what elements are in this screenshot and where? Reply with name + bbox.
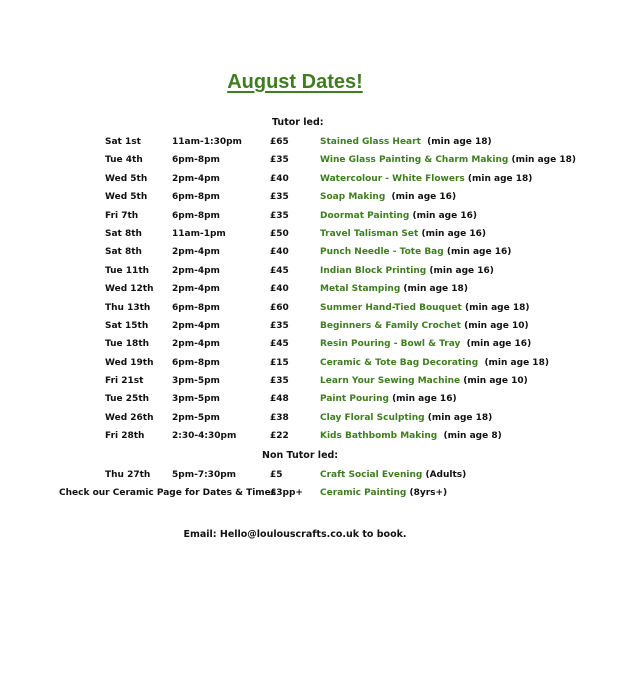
session-day: Sat 8th: [105, 228, 142, 239]
session-price: £40: [270, 173, 289, 184]
event-age: (min age 18): [511, 155, 576, 166]
session-price: £22: [270, 431, 289, 442]
session-time: 2pm-4pm: [172, 247, 220, 258]
event-name: Ceramic & Tote Bag Decorating: [320, 357, 479, 368]
session-price: £50: [270, 228, 289, 239]
session-event: [320, 133, 492, 151]
session-time: 3pm-5pm: [172, 394, 220, 405]
session-day: Fri 21st: [105, 376, 144, 387]
event-age: (min age 8): [443, 431, 502, 442]
event-age: (min age 16): [391, 192, 457, 203]
session-day: Sat 15th: [105, 320, 149, 331]
event-age: (min age 10): [463, 376, 528, 387]
session-row: [0, 372, 635, 390]
session-time: 2pm-4pm: [172, 284, 220, 295]
event-age: (min age 16): [446, 247, 512, 258]
session-time: 11am-1pm: [172, 228, 226, 239]
session-day: Wed 5th: [105, 173, 148, 184]
session-event: [320, 188, 456, 206]
event-name: Soap Making: [320, 192, 386, 203]
session-event: [320, 335, 531, 353]
session-time: 11am-1:30pm: [172, 137, 242, 147]
session-price: £60: [270, 302, 289, 313]
event-name: Ceramic Painting: [320, 488, 407, 499]
session-price: £35: [270, 192, 289, 203]
event-name: Clay Floral Sculpting: [320, 412, 425, 423]
session-day: Sat 8th: [105, 247, 142, 258]
session-day: Thu 13th: [105, 302, 151, 313]
session-day: Fri 7th: [105, 210, 139, 221]
session-price: £35: [270, 376, 289, 387]
event-name: Learn Your Sewing Machine: [320, 376, 461, 387]
event-age: (min age 16): [421, 228, 486, 239]
session-event: [320, 354, 549, 372]
session-time: 2pm-4pm: [172, 320, 220, 331]
tutor-session-list: [0, 133, 635, 446]
session-time: 6pm-8pm: [172, 210, 220, 221]
event-age: (Adults): [425, 470, 467, 480]
session-event: [320, 280, 468, 298]
event-name: Craft Social Evening: [320, 470, 423, 480]
event-age: (min age 18): [427, 412, 493, 423]
session-price: £45: [270, 339, 289, 350]
event-name: Doormat Painting: [320, 210, 410, 221]
session-price: £40: [270, 284, 289, 295]
session-row: [0, 466, 635, 484]
event-age: (min age 18): [464, 302, 530, 313]
session-day: Wed 19th: [105, 357, 154, 368]
session-day: Tue 4th: [105, 155, 143, 166]
session-row: [0, 409, 635, 427]
session-row: [0, 133, 635, 151]
session-row: [0, 335, 635, 353]
event-age: (min age 16): [412, 210, 477, 221]
session-event: [320, 484, 447, 502]
session-day: Tue 11th: [105, 265, 150, 276]
booking-email-line: Email: Hello@loulouscrafts.co.uk to book.: [183, 529, 407, 540]
session-day: Wed 5th: [105, 192, 148, 203]
session-day: Tue 25th: [105, 394, 150, 405]
event-name: Indian Block Printing: [320, 265, 427, 276]
session-event: [320, 299, 529, 317]
session-row: [0, 390, 635, 408]
event-age: (min age 18): [403, 284, 468, 295]
session-day: Wed 12th: [105, 284, 154, 295]
session-time: 6pm-8pm: [172, 192, 220, 203]
event-name: Summer Hand-Tied Bouquet: [320, 302, 462, 313]
event-age: (min age 10): [464, 320, 529, 331]
session-event: [320, 262, 494, 280]
event-age: (min age 18): [484, 357, 549, 368]
event-name: Travel Talisman Set: [320, 228, 419, 239]
session-event: [320, 151, 576, 169]
session-time: 2pm-5pm: [172, 412, 220, 423]
session-time: 2pm-4pm: [172, 173, 220, 184]
session-event: [320, 207, 477, 225]
session-time: 2:30-4:30pm: [172, 431, 237, 442]
session-price: £3pp+: [270, 488, 303, 499]
session-time: 6pm-8pm: [172, 302, 220, 313]
session-time: 3pm-5pm: [172, 376, 220, 387]
session-time: 5pm-7:30pm: [172, 470, 237, 480]
event-name: Paint Pouring: [320, 394, 389, 405]
session-event: [320, 225, 486, 243]
non-tutor-led-heading: Non Tutor led:: [262, 450, 339, 461]
session-price: £5: [270, 470, 283, 480]
event-age: (min age 16): [392, 394, 457, 405]
session-price: £35: [270, 155, 289, 166]
event-age: (min age 16): [466, 339, 532, 350]
session-event: [320, 409, 492, 427]
event-age: (min age 16): [429, 265, 494, 276]
session-row: [0, 243, 635, 261]
event-name: Wine Glass Painting & Charm Making: [320, 155, 509, 166]
session-day: Fri 28th: [105, 431, 145, 442]
session-time: 2pm-4pm: [172, 339, 220, 350]
page-title: August Dates!: [227, 71, 363, 93]
session-time: 6pm-8pm: [172, 155, 220, 166]
session-event: [320, 170, 532, 188]
session-row: [0, 207, 635, 225]
session-event: [320, 466, 466, 484]
session-row: [0, 317, 635, 335]
session-event: [320, 243, 511, 261]
session-price: £40: [270, 247, 289, 258]
event-age: (min age 18): [467, 173, 533, 184]
session-price: £65: [270, 137, 289, 147]
ceramic-page-note: Check our Ceramic Page for Dates & Times: [59, 488, 277, 499]
session-row: [0, 170, 635, 188]
event-name: Metal Stamping: [320, 284, 401, 295]
session-row: [0, 484, 635, 502]
session-price: £45: [270, 265, 289, 276]
session-day: Thu 27th: [105, 470, 151, 480]
session-event: [320, 317, 529, 335]
session-day: Sat 1st: [105, 137, 141, 147]
session-price: £35: [270, 320, 289, 331]
event-name: Stained Glass Heart: [320, 137, 421, 147]
session-row: [0, 280, 635, 298]
event-name: Watercolour - White Flowers: [320, 173, 465, 184]
session-row: [0, 151, 635, 169]
event-name: Resin Pouring - Bowl & Tray: [320, 339, 461, 350]
session-row: [0, 262, 635, 280]
session-row: [0, 225, 635, 243]
event-name: Punch Needle - Tote Bag: [320, 247, 444, 258]
session-row: [0, 427, 635, 445]
event-age: (min age 18): [427, 137, 492, 147]
session-price: £15: [270, 357, 289, 368]
session-event: [320, 390, 457, 408]
session-day: Tue 18th: [105, 339, 150, 350]
session-row: [0, 188, 635, 206]
session-row: [0, 299, 635, 317]
session-time: 6pm-8pm: [172, 357, 220, 368]
event-age: (8yrs+): [409, 488, 448, 499]
session-price: £38: [270, 412, 289, 423]
non-tutor-session-list: [0, 466, 635, 503]
session-price: £35: [270, 210, 289, 221]
event-name: Beginners & Family Crochet: [320, 320, 461, 331]
session-day: Wed 26th: [105, 412, 154, 423]
session-row: [0, 354, 635, 372]
event-name: Kids Bathbomb Making: [320, 431, 438, 442]
session-event: [320, 427, 502, 445]
session-time: 2pm-4pm: [172, 265, 220, 276]
session-event: [320, 372, 528, 390]
tutor-led-heading: Tutor led:: [272, 117, 324, 128]
session-price: £48: [270, 394, 289, 405]
